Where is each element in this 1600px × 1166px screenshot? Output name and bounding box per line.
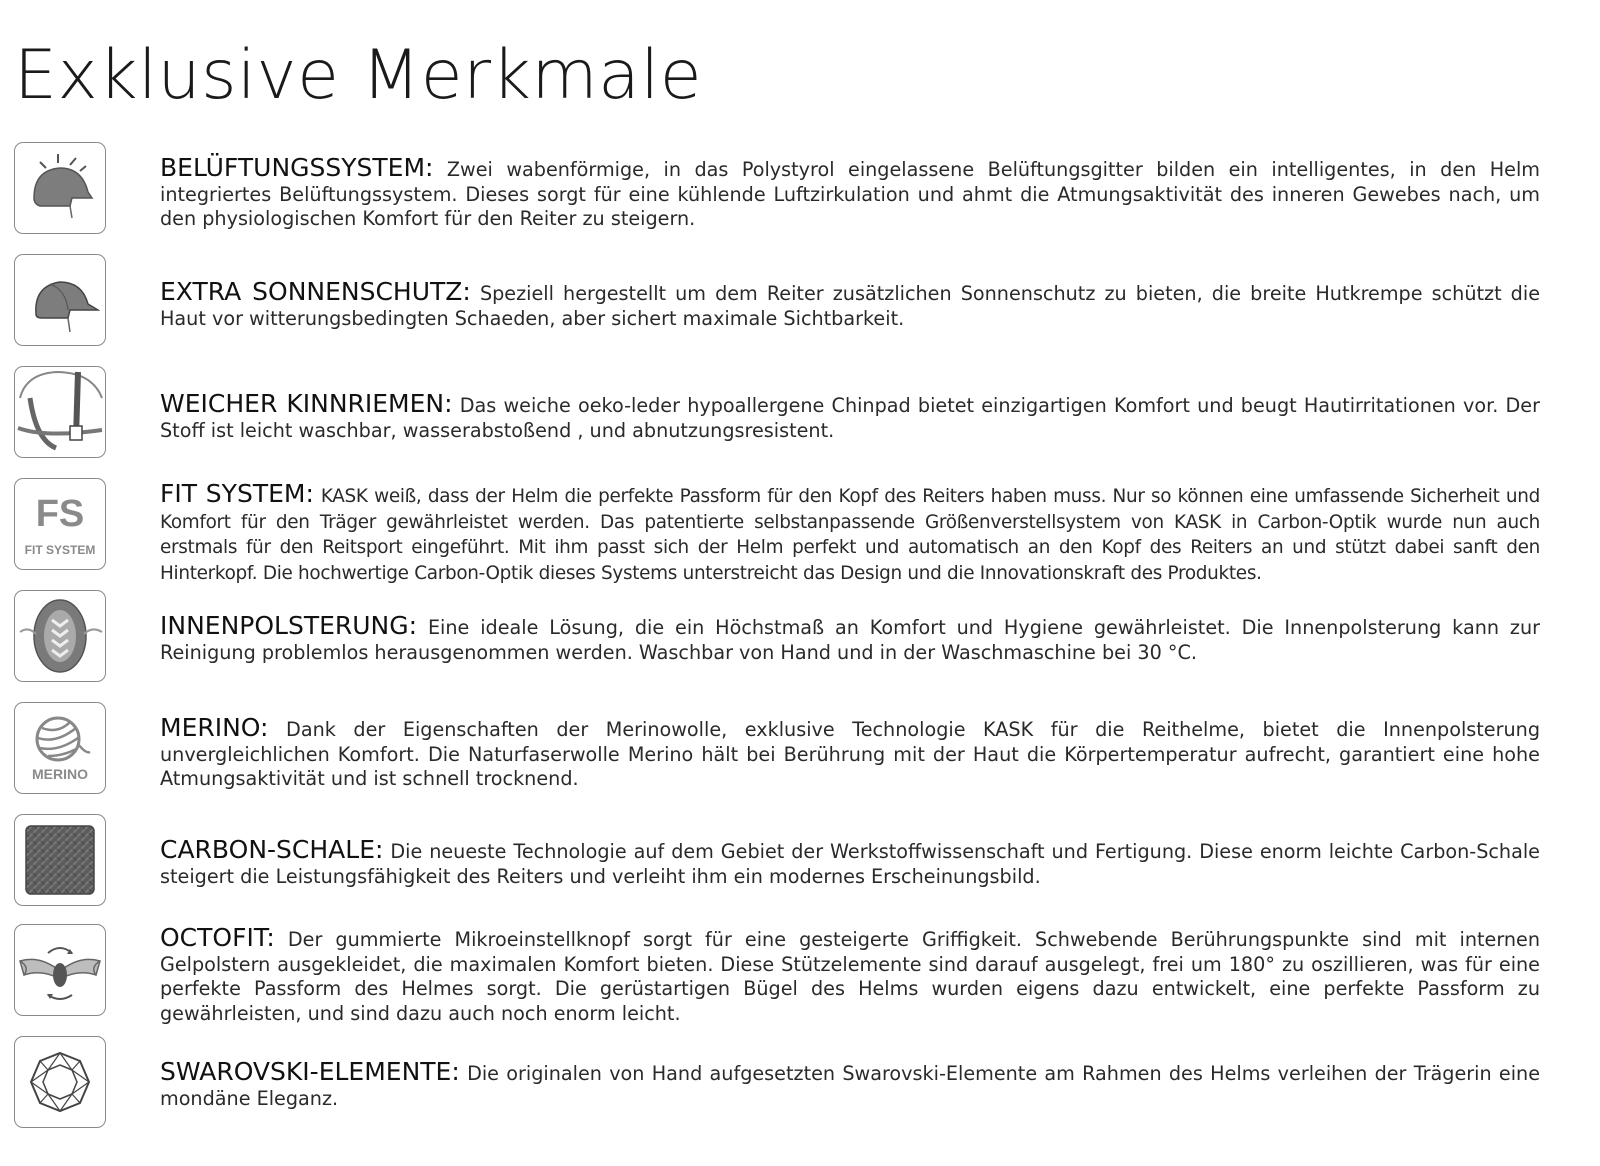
octofit-icon: [14, 924, 106, 1016]
carbon-shell-icon: [14, 814, 106, 906]
feature-title: BELÜFTUNGSSYSTEM:: [160, 153, 434, 182]
inner-padding-icon: [14, 590, 106, 682]
fit-system-icon: [14, 478, 106, 570]
feature-title: OCTOFIT:: [160, 923, 275, 952]
feature-description: Das weiche oeko-leder hypoallergene Chinpad bietet einzigartigen Komfort und beugt Hautirritationen vor. Der Stoff ist leicht waschbar, wasserabstoßend , und abnutzungsresistent.: [160, 394, 1540, 442]
feature-title: CARBON-SCHALE:: [160, 835, 384, 864]
feature-title: INNENPOLSTERUNG:: [160, 611, 418, 640]
feature-description: Dank der Eigenschaften der Merinowolle, exklusive Technologie KASK für die Reithelme, bietet die Innenpolsterung unvergleichlichen Komfort. Die Naturfaserwolle Merino hält bei Berührung mit der Haut die Körpertemperatur aufrecht, garantiert eine hohe Atmungsaktivität und ist schnell trocknend.: [160, 718, 1541, 790]
feature-title: SWAROVSKI-ELEMENTE:: [160, 1057, 460, 1086]
feature-title: EXTRA SONNENSCHUTZ:: [160, 277, 471, 306]
merino-wool-icon: [14, 702, 106, 794]
feature-description: Zwei wabenförmige, in das Polystyrol eingelassene Belüftungsgitter bilden ein intelligentes, in den Helm integriertes Belüftungssystem. Dieses sorgt für eine kühlende Luftzirkulation und ahmt die Atmungsaktivität des inneren Gewebes nach, um den physiologischen Komfort für den Reiter zu steigern.: [160, 158, 1540, 230]
sun-visor-helmet-icon: [14, 254, 106, 346]
fit-system-icon-label: FS: [35, 493, 85, 535]
feature-title: FIT SYSTEM:: [160, 479, 314, 508]
feature-description: Speziell hergestellt um dem Reiter zusätzlichen Sonnenschutz zu bieten, die breite Hutkrempe schützt die Haut vor witterungsbedingten Schaeden, aber sichert maximale Sichtbarkeit.: [160, 282, 1540, 330]
chin-strap-icon: [14, 366, 106, 458]
feature-title: MERINO:: [160, 713, 269, 742]
ventilation-helmet-icon: [14, 142, 106, 234]
merino-icon-caption: MERINO: [32, 766, 88, 782]
feature-title: WEICHER KINNRIEMEN:: [160, 389, 453, 418]
swarovski-crystal-icon: [14, 1036, 106, 1128]
feature-description: Eine ideale Lösung, die ein Höchstmaß an Komfort und Hygiene gewährleistet. Die Innenpolsterung kann zur Reinigung problemlos herausgenommen werden. Waschbar von Hand und in der Waschmaschine bei 30 °C.: [160, 616, 1541, 664]
feature-description: Die neueste Technologie auf dem Gebiet der Werkstoffwissenschaft und Fertigung. Diese enorm leichte Carbon-Schale steigert die Leistungsfähigkeit des Reiters und verleiht ihm ein modernes Erscheinungsbild.: [160, 840, 1540, 888]
page-title: Exklusive Merkmale: [14, 36, 703, 115]
feature-description: Der gummierte Mikroeinstellknopf sorgt für eine gesteigerte Griffigkeit. Schwebende Berührungspunkte sind mit internen Gelpolstern ausgekleidet, die maximalen Komfort bieten. Diese Stützelemente sind darauf ausgelegt, frei um 180° zu oszillieren, was für eine perfekte Passform des Helmes sorgt. Die gerüstartigen Bügel des Helms wurden eigens dazu entwickelt, eine perfekte Passform zu gewährleisten, und sind dazu auch noch enorm leicht.: [160, 928, 1540, 1025]
feature-description: Die originalen von Hand aufgesetzten Swarovski-Elemente am Rahmen des Helms verleihen der Trägerin eine mondäne Eleganz.: [160, 1062, 1540, 1110]
feature-description: KASK weiß, dass der Helm die perfekte Passform für den Kopf des Reiters haben muss. Nur so können eine umfassende Sicherheit und Komfort für den Träger gewährleistet werden. Das patentierte selbstanpassende Größenverstellsystem von KASK in Carbon-Optik wurde nun auch erstmals für den Reitsport eingeführt. Mit ihm passt sich der Helm perfekt und automatisch an den Kopf des Reiters an und stützt dabei sanft den Hinterkopf. Die hochwertige Carbon-Optik dieses Systems unterstreicht das Design und die Innovationskraft des Produktes.: [160, 486, 1540, 584]
fit-system-icon-caption: FIT SYSTEM: [24, 543, 96, 557]
